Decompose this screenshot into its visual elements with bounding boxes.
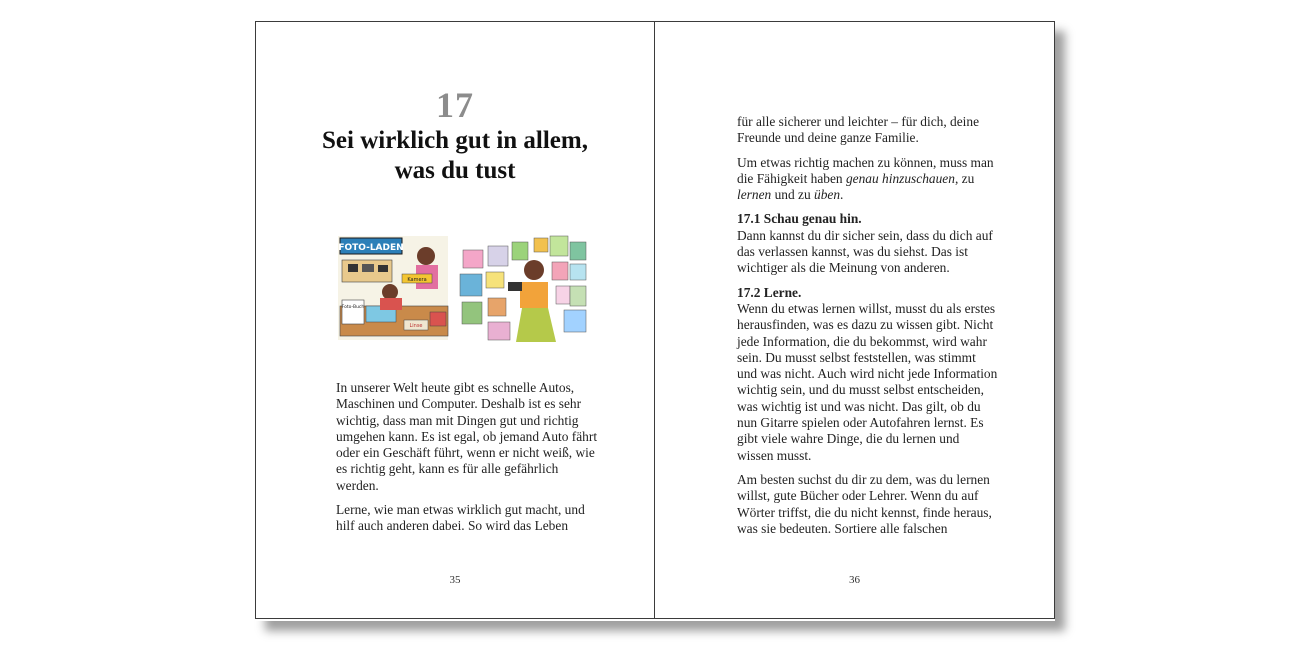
p2-emphasis-2: lernen xyxy=(737,187,772,203)
left-page xyxy=(255,21,655,619)
open-book xyxy=(255,21,1055,621)
chapter-illustration xyxy=(338,234,588,344)
right-paragraph-2 xyxy=(737,155,999,204)
left-body-text xyxy=(336,380,598,543)
book-label: Foto-Buch xyxy=(341,305,365,310)
page-number-right: 36 xyxy=(849,574,860,586)
right-paragraph-1: für alle sicherer und leichter – für dich, deine Freunde und deine ganze Familie. xyxy=(737,114,980,146)
p2-text-a: Um etwas richtig machen zu können, muss man die Fähigkeit haben xyxy=(737,154,994,186)
kamera-label: Kamera xyxy=(407,277,427,283)
left-paragraph-1: In unserer Welt heute gibt es schnelle Autos, Maschinen und Computer. Deshalb ist es sehr wichtig, dass man mit Dingen gut und richtig umgehen kann. Es ist egal, ob jemand Auto fährt oder ein Geschäft führt, wenn er nicht weiß, wie es richtig geht, kann es für alle gefährlich werden. xyxy=(336,380,598,493)
photo-shop-scene xyxy=(338,236,448,340)
section-17-2-text: Wenn du etwas lernen willst, musst du als erstes herausfinden, was es dazu zu wissen gibt. Nicht jede Information, die du bekommst, wird wahr sein. Du musst selbst feststellen, was stimmt und was nicht. Auch wird nicht jede Information wichtig sein, und du musst selbst entscheiden, was wichtig ist und was nicht. Das gilt, ob du nun Gitarre spielen oder Autofahren lernst. Es gibt viele wahre Dinge, die du lernen und wissen musst. xyxy=(737,300,998,463)
page-number-left: 35 xyxy=(449,574,461,586)
section-17-2 xyxy=(737,285,999,464)
shop-sign: FOTO-LADEN xyxy=(338,243,404,253)
p2-emphasis-1: genau hinzuschauen xyxy=(845,170,955,186)
chapter-title-line2: was du tust xyxy=(394,157,516,184)
section-17-1-text: Dann kannst du dir sicher sein, dass du dich auf das verlassen kannst, was du siehst. Das ist wichtiger als die Meinung von anderen. xyxy=(737,227,993,276)
left-paragraph-2: Lerne, wie man etwas wirklich gut macht, und hilf auch anderen dabei. So wird das Leben xyxy=(336,502,585,534)
linse-label: Linse xyxy=(409,323,423,329)
p2-text-d: . xyxy=(840,187,844,203)
section-17-2-heading: 17.2 Lerne. xyxy=(737,284,802,300)
right-paragraph-last: Am besten suchst du dir zu dem, was du lernen willst, gute Bücher oder Lehrer. Wenn du auf Wörter triffst, die du nicht kennst, finde heraus, was sie bedeuten. Sortiere alle falschen xyxy=(737,471,992,536)
right-body-text xyxy=(737,114,999,545)
chapter-title-line1: Sei wirklich gut in allem, xyxy=(322,127,588,154)
p2-text-b: , zu xyxy=(954,170,975,186)
photo-wall-scene xyxy=(460,236,586,342)
right-page xyxy=(654,21,1055,619)
p2-emphasis-3: üben xyxy=(814,187,841,203)
chapter-title xyxy=(286,126,624,186)
section-17-1 xyxy=(737,211,999,276)
section-17-1-heading: 17.1 Schau genau hin. xyxy=(737,211,862,227)
chapter-number: 17 xyxy=(436,85,474,125)
p2-text-c: und zu xyxy=(771,187,814,203)
